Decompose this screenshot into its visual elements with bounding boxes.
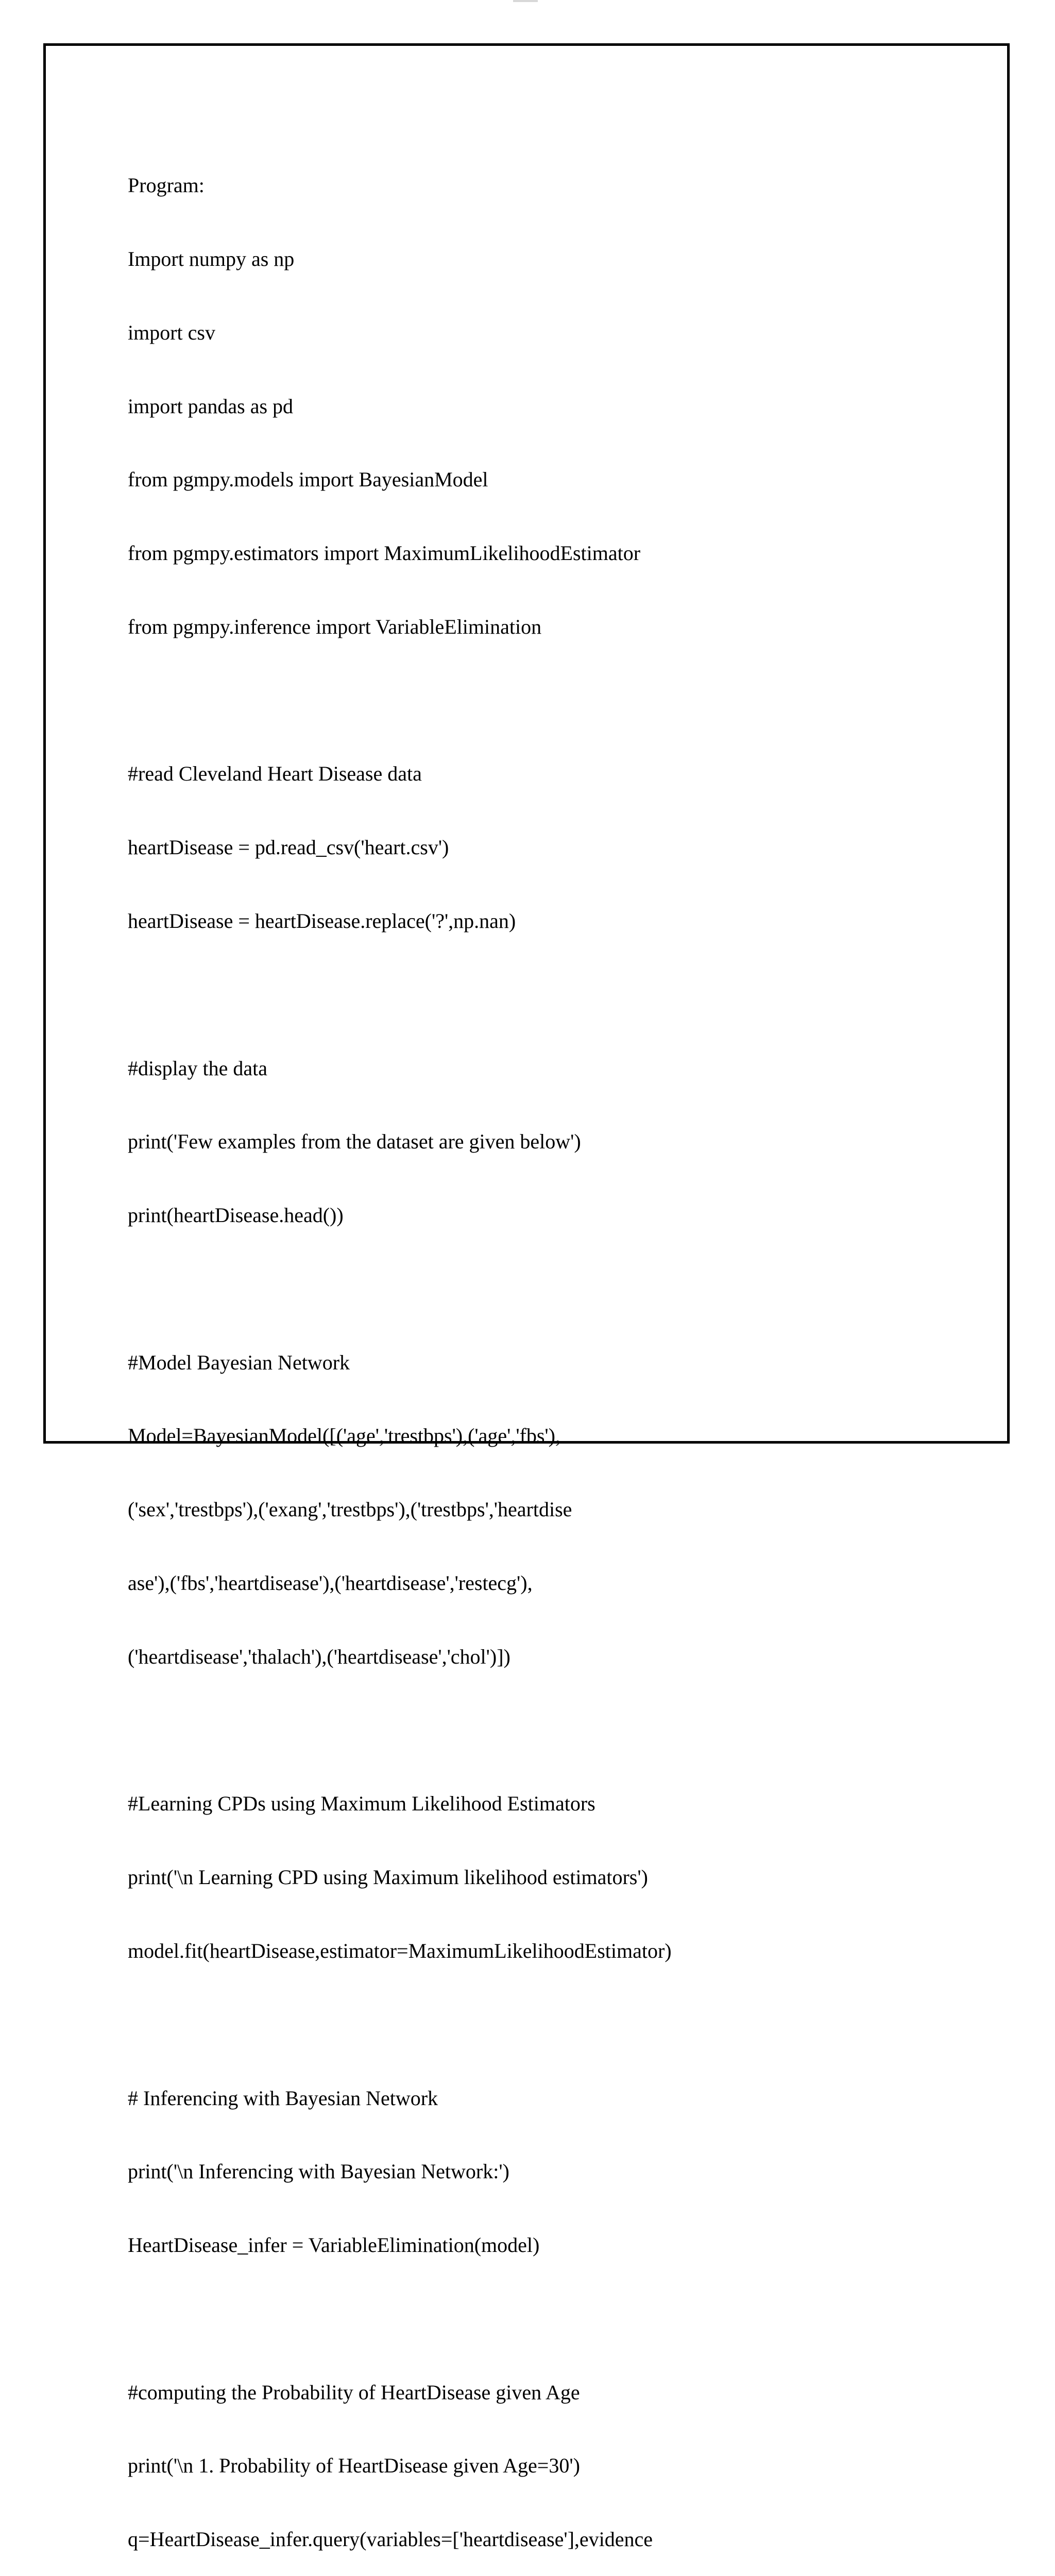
code-line: print('\n Inferencing with Bayesian Network:') [128, 2160, 509, 2183]
code-line: # Inferencing with Bayesian Network [128, 2086, 438, 2110]
code-line: #Model Bayesian Network [128, 1350, 350, 1374]
code-line: print('Few examples from the dataset are given below') [128, 1130, 581, 1154]
code-line: heartDisease = pd.read_csv('heart.csv') [128, 836, 449, 859]
code-line: Import numpy as np [128, 247, 295, 270]
code-line: import pandas as pd [128, 394, 294, 418]
code-line: ('heartdisease','thalach'),('heartdisease','chol')]) [128, 1645, 511, 1668]
code-line: ase'),('fbs','heartdisease'),('heartdisease','restecg'), [128, 1571, 533, 1595]
code-line: HeartDisease_infer = VariableElimination(model) [128, 2233, 540, 2257]
code-line: print('\n Learning CPD using Maximum likelihood estimators') [128, 1866, 648, 1889]
code-line: #computing the Probability of HeartDisease given Age [128, 2380, 580, 2404]
code-line: q=HeartDisease_infer.query(variables=['heartdisease'],evidence [128, 2528, 653, 2551]
code-line: Model=BayesianModel([('age','trestbps'),('age','fbs'), [128, 1424, 560, 1448]
code-line: print('\n 1. Probability of HeartDisease given Age=30') [128, 2454, 580, 2478]
code-line: import csv [128, 320, 215, 344]
code-line: Program: [128, 174, 205, 197]
code-line: #display the data [128, 1056, 268, 1080]
blank-line [128, 2307, 973, 2331]
header-mark [513, 0, 538, 2]
blank-line [128, 2012, 973, 2037]
blank-line [128, 1277, 973, 1301]
code-line: print(heartDisease.head()) [128, 1204, 344, 1227]
blank-line [128, 1718, 973, 1743]
code-line: model.fit(heartDisease,estimator=MaximumLikelihoodEstimator) [128, 1939, 672, 1962]
code-line: ('sex','trestbps'),('exang','trestbps'),('trestbps','heartdise [128, 1498, 572, 1521]
code-line: #read Cleveland Heart Disease data [128, 762, 422, 786]
program-listing [128, 124, 973, 2576]
code-line: from pgmpy.inference import VariableElimination [128, 615, 542, 638]
blank-line [128, 982, 973, 1007]
code-line: from pgmpy.models import BayesianModel [128, 468, 488, 492]
code-line: from pgmpy.estimators import MaximumLikelihoodEstimator [128, 541, 641, 565]
blank-line [128, 688, 973, 713]
code-line: heartDisease = heartDisease.replace('?',np.nan) [128, 909, 516, 933]
code-line: #Learning CPDs using Maximum Likelihood Estimators [128, 1792, 595, 1816]
